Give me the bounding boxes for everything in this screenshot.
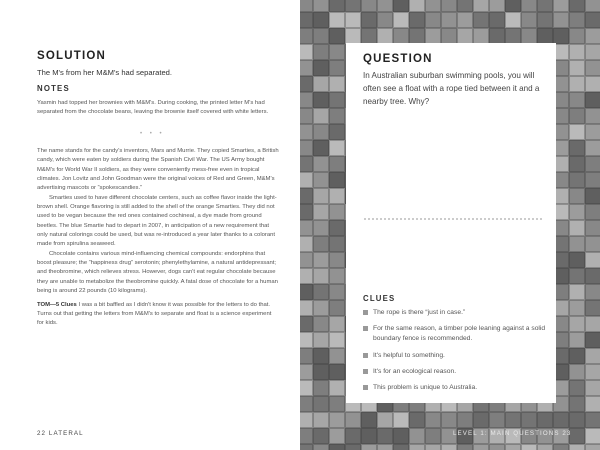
mosaic-tile [361,12,377,28]
mosaic-tile [585,380,600,396]
mosaic-tile [345,12,361,28]
mosaic-tile [409,444,425,450]
mosaic-tile [300,396,313,412]
mosaic-tile [329,76,345,92]
mosaic-tile [300,348,313,364]
mosaic-tile [585,252,600,268]
mosaic-tile [585,28,600,44]
mosaic-tile [329,396,345,412]
mosaic-tile [409,12,425,28]
mosaic-tile [537,444,553,450]
mosaic-tile [300,284,313,300]
mosaic-tile [377,412,393,428]
mosaic-tile [361,444,377,450]
notes-paragraph: Chocolate contains various mind-influencing chemical compounds: endorphins that boost pleasure; the “happiness drug” serotonin; phenylethylamine, a natural antidepressant; and theobromine, which relieves stress. However, dogs can't eat regular chocolate because they are unable to metabolize the theobromine quickly. A fatal dose of chocolate for a human being is around 22 pounds (10 kilograms). [37,250,278,295]
mosaic-tile [569,316,585,332]
notes-body [37,147,279,329]
mosaic-tile [313,348,329,364]
bullet-square-icon [363,326,368,331]
mosaic-tile [329,12,345,28]
mosaic-tile [300,12,313,28]
bullet-square-icon [363,369,368,374]
question-card [346,43,556,403]
mosaic-tile [457,12,473,28]
mosaic-tile [300,380,313,396]
clue-text: The rope is there “just in case.” [373,309,466,316]
page-number-left: 22 LATERAL [37,430,84,437]
clue-item [363,308,553,318]
mosaic-tile [345,28,361,44]
mosaic-tile [473,28,489,44]
mosaic-tile [329,44,345,60]
clue-item [363,324,553,344]
mosaic-tile [569,412,585,428]
clue-note-label: TOM—5 Clues [37,301,77,308]
mosaic-tile [569,332,585,348]
mosaic-tile [393,0,409,12]
mosaic-tile [585,364,600,380]
clue-note-text: I was a bit baffled as I didn't know it was possible for the letters to do that. Turns out that getting the letters from M&M's to separate and float is a science experiment for kids. [37,301,272,327]
mosaic-tile [313,428,329,444]
mosaic-tile [313,252,329,268]
mosaic-tile [393,444,409,450]
mosaic-tile [329,92,345,108]
mosaic-tile [329,428,345,444]
mosaic-tile [313,172,329,188]
clues-heading: CLUES [363,294,396,303]
mosaic-tile [425,412,441,428]
mosaic-tile [537,28,553,44]
mosaic-tile [585,220,600,236]
mosaic-tile [569,92,585,108]
mosaic-tile [585,316,600,332]
mosaic-tile [585,76,600,92]
mosaic-tile [393,12,409,28]
mosaic-tile [361,428,377,444]
mosaic-tile [585,12,600,28]
mosaic-tile [329,332,345,348]
mosaic-tile [300,364,313,380]
mosaic-tile [585,332,600,348]
mosaic-tile [489,0,505,12]
mosaic-tile [300,28,313,44]
dotted-divider [363,218,543,220]
notes-intro: Yasmin had topped her brownies with M&M's. During cooking, the printed letter M's had separated from the chocolate beans, leaving the brownie itself covered with white letters. [37,100,269,116]
mosaic-tile [457,444,473,450]
mosaic-tile [300,44,313,60]
mosaic-tile [569,252,585,268]
mosaic-tile [569,28,585,44]
mosaic-tile [521,412,537,428]
mosaic-tile [569,188,585,204]
solution-heading: SOLUTION [37,50,107,62]
mosaic-tile [313,316,329,332]
mosaic-tile [585,348,600,364]
clue-text: It's for an ecological reason. [373,367,457,375]
mosaic-tile [585,412,600,428]
mosaic-tile [569,172,585,188]
mosaic-tile [300,0,313,12]
mosaic-tile [585,92,600,108]
mosaic-tile [377,12,393,28]
mosaic-tile [313,156,329,172]
mosaic-tile [569,268,585,284]
mosaic-tile [329,108,345,124]
page-number-right: LEVEL 1: MAIN QUESTIONS 23 [453,430,572,437]
mosaic-tile [329,284,345,300]
mosaic-tile [585,188,600,204]
mosaic-tile [329,268,345,284]
mosaic-tile [553,412,569,428]
mosaic-tile [300,412,313,428]
mosaic-tile [569,284,585,300]
mosaic-tile [329,364,345,380]
mosaic-tile [329,28,345,44]
mosaic-tile [329,140,345,156]
mosaic-tile [553,28,569,44]
mosaic-tile [425,12,441,28]
mosaic-tile [300,428,313,444]
mosaic-tile [569,60,585,76]
mosaic-tile [505,28,521,44]
mosaic-tile [313,364,329,380]
mosaic-tile [585,428,600,444]
mosaic-tile [425,428,441,444]
mosaic-tile [313,188,329,204]
mosaic-tile [300,332,313,348]
mosaic-tile [521,12,537,28]
clue-item [363,351,553,361]
mosaic-tile [585,44,600,60]
mosaic-tile [345,0,361,12]
mosaic-tile [569,44,585,60]
mosaic-tile [569,396,585,412]
mosaic-tile [329,0,345,12]
mosaic-tile [489,412,505,428]
clues-list [363,308,553,399]
mosaic-tile [313,332,329,348]
mosaic-tile [473,412,489,428]
mosaic-tile [300,204,313,220]
mosaic-tile [569,364,585,380]
mosaic-tile [329,412,345,428]
mosaic-tile [553,0,569,12]
mosaic-tile [313,444,329,450]
mosaic-tile [441,412,457,428]
mosaic-tile [329,172,345,188]
mosaic-tile [300,236,313,252]
mosaic-tile [585,156,600,172]
mosaic-tile [313,220,329,236]
mosaic-tile [585,236,600,252]
mosaic-tile [457,412,473,428]
mosaic-tile [329,220,345,236]
mosaic-tile [585,300,600,316]
mosaic-tile [585,140,600,156]
clue-item [363,383,553,393]
mosaic-tile [300,108,313,124]
mosaic-tile [425,28,441,44]
mosaic-tile [377,444,393,450]
mosaic-tile [569,140,585,156]
mosaic-tile [377,28,393,44]
mosaic-tile [569,444,585,450]
mosaic-tile [585,284,600,300]
mosaic-tile [473,444,489,450]
mosaic-tile [313,396,329,412]
mosaic-tile [569,204,585,220]
question-heading: QUESTION [363,53,433,65]
mosaic-tile [329,444,345,450]
mosaic-tile [409,28,425,44]
mosaic-tile [377,428,393,444]
mosaic-tile [300,140,313,156]
mosaic-tile [537,412,553,428]
section-separator: • • • [140,131,165,137]
mosaic-tile [361,0,377,12]
mosaic-tile [313,44,329,60]
mosaic-tile [425,0,441,12]
mosaic-tile [569,124,585,140]
mosaic-tile [585,444,600,450]
mosaic-tile [425,444,441,450]
mosaic-tile [585,172,600,188]
question-text: In Australian suburban swimming pools, you will often see a float with a rope tied between it and a nearby tree. Why? [363,71,540,106]
mosaic-tile [569,108,585,124]
right-page [300,0,600,450]
solution-answer: The M's from her M&M's had separated. [37,68,172,77]
mosaic-tile [313,412,329,428]
mosaic-tile [585,204,600,220]
mosaic-tile [313,12,329,28]
mosaic-tile [489,444,505,450]
notes-paragraph: The name stands for the candy's inventors, Mars and Murrie. They copied Smarties, a British candy, which were eaten by soldiers during the Spanish Civil War. The US Army bought M&M's for World War II soldiers, as they were conveniently mess-free even in tropical climates. Jon Lovitz and John Goodman were the original voices of Red and Green, M&M's advertising mascots or “spokescandies.” [37,148,279,192]
mosaic-tile [329,316,345,332]
mosaic-tile [441,0,457,12]
mosaic-tile [329,60,345,76]
mosaic-tile [329,156,345,172]
mosaic-tile [329,380,345,396]
mosaic-tile [313,236,329,252]
mosaic-tile [409,0,425,12]
mosaic-tile [393,412,409,428]
mosaic-tile [569,76,585,92]
mosaic-tile [553,12,569,28]
mosaic-tile [300,60,313,76]
mosaic-tile [473,12,489,28]
mosaic-tile [409,412,425,428]
mosaic-tile [329,204,345,220]
mosaic-tile [361,412,377,428]
mosaic-tile [489,12,505,28]
mosaic-tile [553,444,569,450]
mosaic-tile [521,444,537,450]
mosaic-tile [377,0,393,12]
mosaic-tile [313,284,329,300]
mosaic-tile [585,396,600,412]
mosaic-tile [393,428,409,444]
mosaic-tile [489,28,505,44]
mosaic-tile [537,0,553,12]
mosaic-tile [537,12,553,28]
clue-text: This problem is unique to Australia. [373,384,478,392]
mosaic-tile [300,188,313,204]
mosaic-tile [345,444,361,450]
mosaic-tile [441,444,457,450]
mosaic-tile [300,172,313,188]
mosaic-tile [313,60,329,76]
mosaic-tile [569,300,585,316]
mosaic-tile [505,412,521,428]
mosaic-tile [300,156,313,172]
mosaic-tile [345,428,361,444]
bullet-square-icon [363,353,368,358]
clue-text: It's helpful to something. [373,351,445,359]
mosaic-tile [329,124,345,140]
mosaic-tile [569,12,585,28]
mosaic-tile [313,268,329,284]
mosaic-tile [409,428,425,444]
mosaic-tile [441,12,457,28]
mosaic-tile [300,444,313,450]
mosaic-tile [569,348,585,364]
mosaic-tile [313,76,329,92]
mosaic-tile [313,108,329,124]
bullet-square-icon [363,385,368,390]
mosaic-tile [313,92,329,108]
clue-note [37,301,279,329]
mosaic-tile [521,0,537,12]
mosaic-tile [329,300,345,316]
mosaic-tile [313,28,329,44]
mosaic-tile [300,268,313,284]
mosaic-tile [329,252,345,268]
mosaic-tile [505,444,521,450]
mosaic-tile [300,252,313,268]
mosaic-tile [585,0,600,12]
mosaic-tile [505,0,521,12]
notes-heading: NOTES [37,84,70,93]
mosaic-tile [313,140,329,156]
mosaic-tile [569,220,585,236]
mosaic-tile [300,300,313,316]
mosaic-tile [585,60,600,76]
mosaic-tile [393,28,409,44]
mosaic-tile [473,0,489,12]
mosaic-tile [313,380,329,396]
mosaic-tile [585,268,600,284]
mosaic-tile [505,12,521,28]
mosaic-tile [300,76,313,92]
mosaic-tile [569,156,585,172]
mosaic-tile [521,28,537,44]
mosaic-tile [329,236,345,252]
mosaic-tile [585,108,600,124]
mosaic-tile [300,316,313,332]
mosaic-tile [441,28,457,44]
mosaic-tile [569,236,585,252]
mosaic-tile [345,412,361,428]
mosaic-tile [313,0,329,12]
clue-text: For the same reason, a timber pole leaning against a solid boundary fence is recommended. [373,325,546,343]
mosaic-tile [361,28,377,44]
bullet-square-icon [363,310,368,315]
mosaic-tile [300,124,313,140]
mosaic-tile [300,92,313,108]
mosaic-tile [329,188,345,204]
mosaic-tile [457,0,473,12]
mosaic-tile [313,204,329,220]
mosaic-tile [329,348,345,364]
mosaic-tile [313,300,329,316]
mosaic-tile [300,220,313,236]
mosaic-tile [585,124,600,140]
mosaic-tile [569,380,585,396]
clue-item [363,367,553,377]
mosaic-tile [313,124,329,140]
notes-paragraph: Smarties used to have different chocolate centers, such as coffee flavor inside the light-brown shell. Orange flavoring is still added to the shell of the orange Smarties. They did not used to be vegan because the red ones contained cochineal, a dye made from ground beetles. The blue Smartie had to depart in 2007, in anticipation of a new requirement that only natural colorings could be used, but was re-introduced a year later thanks to a colorant made from spirulina seaweed. [37,194,277,248]
mosaic-tile [457,28,473,44]
mosaic-tile [569,0,585,12]
